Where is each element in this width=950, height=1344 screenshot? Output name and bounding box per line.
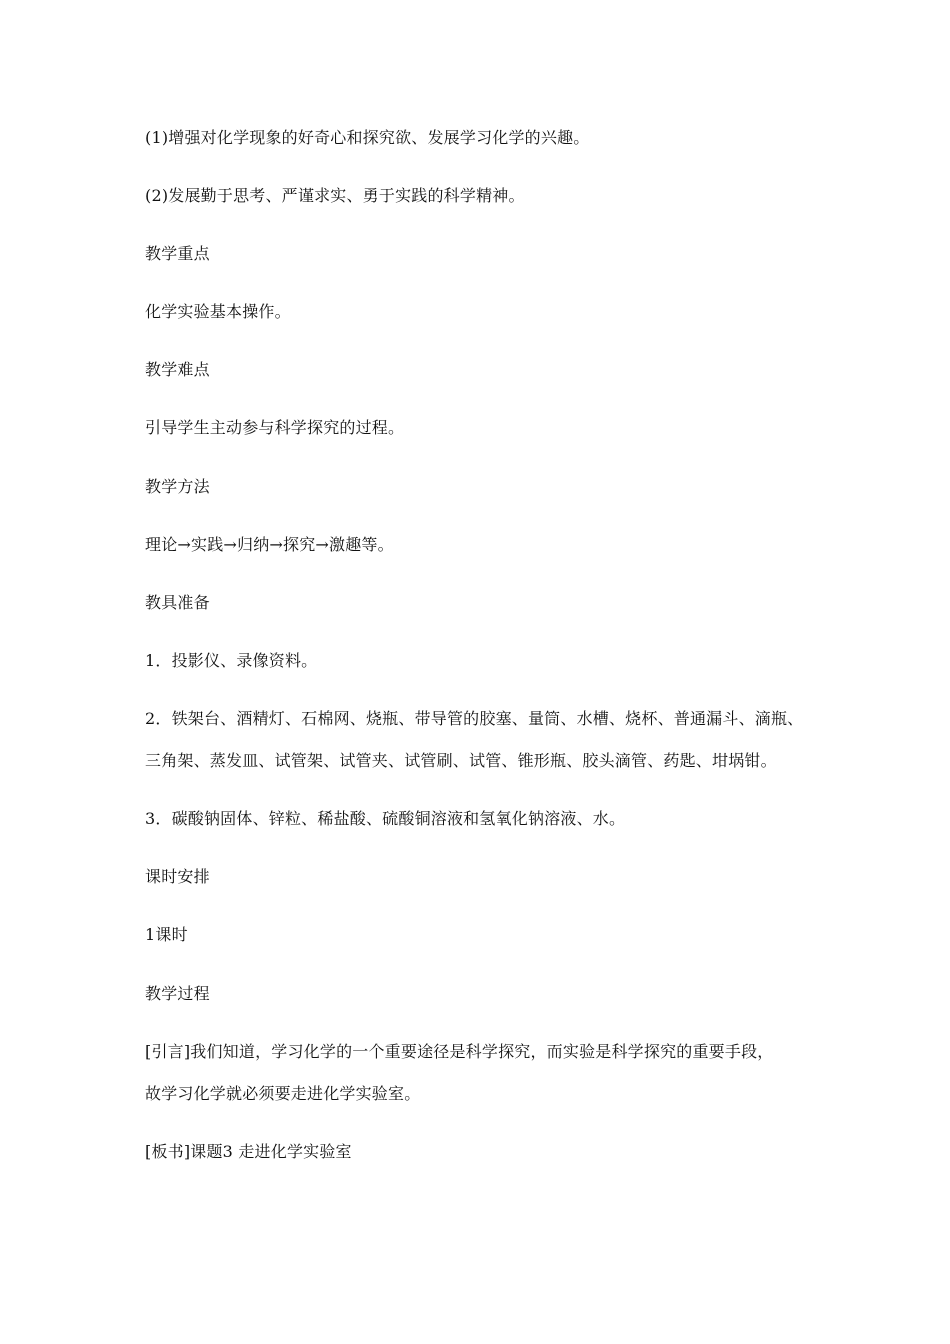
board-writing-line: [板书]课题3 走进化学实验室 [145,1142,352,1161]
teaching-aids-item-2-cont: 三角架、蒸发皿、试管架、试管夹、试管刷、试管、锥形瓶、胶头滴管、药匙、坩埚钳。 [145,751,777,770]
heading-teaching-focus: 教学重点 [145,244,210,263]
heading-teaching-difficulty: 教学难点 [145,360,210,379]
teaching-aids-item-2: 2．铁架台、酒精灯、石棉网、烧瓶、带导管的胶塞、量筒、水槽、烧杯、普通漏斗、滴瓶、 [145,709,804,728]
teaching-aids-item-1: 1．投影仪、录像资料。 [145,651,318,670]
heading-teaching-aids: 教具准备 [145,593,210,612]
introduction-line-2: 故学习化学就必须要走进化学实验室。 [145,1084,421,1103]
introduction-line-1: [引言]我们知道，学习化学的一个重要途径是科学探究，而实验是科学探究的重要手段， [145,1042,774,1061]
objective-line-2: (2)发展勤于思考、严谨求实、勇于实践的科学精神。 [145,186,525,205]
heading-teaching-process: 教学过程 [145,984,210,1003]
objective-line-1: (1)增强对化学现象的好奇心和探究欲、发展学习化学的兴趣。 [145,128,590,147]
teaching-aids-item-3: 3．碳酸钠固体、锌粒、稀盐酸、硫酸铜溶液和氢氧化钠溶液、水。 [145,809,626,828]
teaching-method-text: 理论→实践→归纳→探究→激趣等。 [145,535,394,554]
class-schedule-text: 1课时 [145,925,188,944]
heading-teaching-method: 教学方法 [145,477,210,496]
heading-class-schedule: 课时安排 [145,867,210,886]
teaching-difficulty-text: 引导学生主动参与科学探究的过程。 [145,418,405,437]
teaching-focus-text: 化学实验基本操作。 [145,302,291,321]
